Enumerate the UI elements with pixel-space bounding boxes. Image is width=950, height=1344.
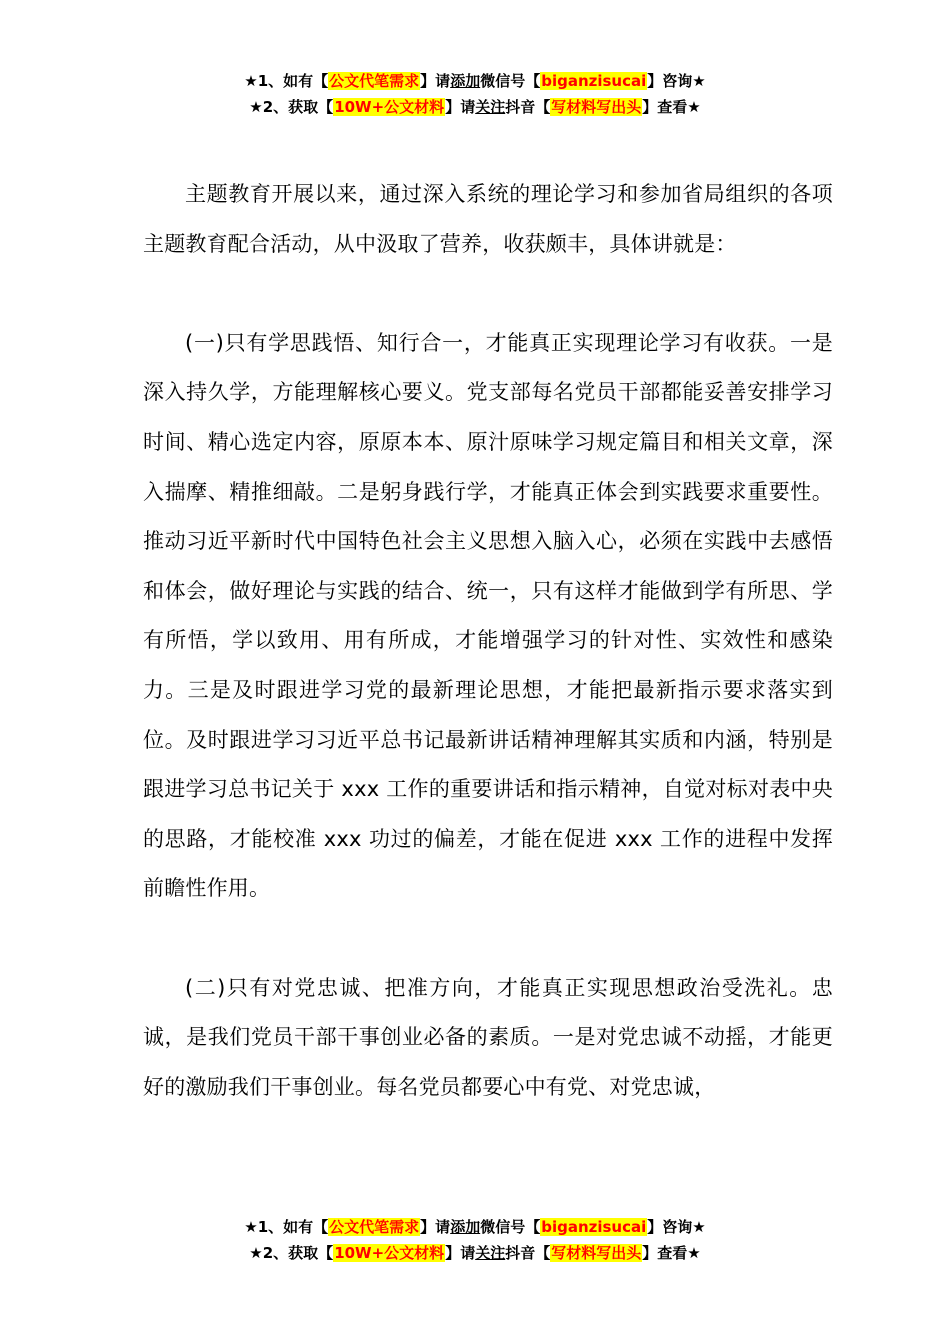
banner-text: 抖音【 bbox=[505, 1244, 551, 1262]
banner-text: 】请 bbox=[420, 1218, 451, 1236]
footer-banner bbox=[0, 1214, 950, 1266]
banner-text: 】请 bbox=[445, 1244, 476, 1262]
paragraph-gap bbox=[143, 269, 833, 319]
banner-text: 】查看★ bbox=[642, 1244, 701, 1262]
banner-line-1 bbox=[0, 68, 950, 94]
banner-highlight: 写材料写出头 bbox=[551, 1244, 642, 1262]
banner-text: 微信号【 bbox=[480, 72, 541, 90]
document-body bbox=[143, 170, 833, 1112]
banner-text: ★2、获取【 bbox=[249, 98, 334, 116]
banner-highlight: biganzisucai bbox=[541, 72, 647, 90]
banner-text: 】查看★ bbox=[642, 98, 701, 116]
banner-text: ★1、如有【 bbox=[244, 1218, 329, 1236]
banner-line-2 bbox=[0, 1240, 950, 1266]
banner-underlined-text: 关注 bbox=[475, 98, 506, 116]
paragraph-gap bbox=[143, 914, 833, 964]
header-banner bbox=[0, 68, 950, 120]
banner-text: 】请 bbox=[445, 98, 476, 116]
banner-underlined-text: 关注 bbox=[475, 1244, 506, 1262]
banner-highlight: 公文代笔需求 bbox=[329, 1218, 420, 1236]
banner-line-2 bbox=[0, 94, 950, 120]
banner-text: ★1、如有【 bbox=[244, 72, 329, 90]
banner-text: 微信号【 bbox=[480, 1218, 541, 1236]
banner-highlight: 10W+公文材料 bbox=[334, 1244, 445, 1262]
banner-underlined-text: 添加 bbox=[450, 72, 481, 90]
banner-underlined-text: 添加 bbox=[450, 1218, 481, 1236]
banner-highlight: biganzisucai bbox=[541, 1218, 647, 1236]
banner-text: 】请 bbox=[420, 72, 451, 90]
banner-text: 抖音【 bbox=[505, 98, 551, 116]
banner-highlight: 写材料写出头 bbox=[551, 98, 642, 116]
banner-text: 】咨询★ bbox=[647, 72, 706, 90]
section-1-paragraph: (一)只有学思践悟、知行合一，才能真正实现理论学习有收获。一是深入持久学，方能理解核心要义。党支部每名党员干部都能妥善安排学习时间、精心选定内容，原原本本、原汁原味学习规定篇目和相关文章，深入揣摩、精推细敲。二是躬身践行学，才能真正体会到实践要求重要性。推动习近平新时代中国特色社会主义思想入脑入心，必须在实践中去感悟和体会，做好理论与实践的结合、统一，只有这样才能做到学有所思、学有所悟，学以致用、用有所成，才能增强学习的针对性、实效性和感染力。三是及时跟进学习党的最新理论思想，才能把最新指示要求落实到位。及时跟进学习习近平总书记最新讲话精神理解其实质和内涵，特别是跟进学习总书记关于 xxx 工作的重要讲话和指示精神，自觉对标对表中央的思路，才能校准 xxx 功过的偏差，才能在促进 xxx 工作的进程中发挥前瞻性作用。 bbox=[143, 330, 833, 901]
banner-highlight: 公文代笔需求 bbox=[329, 72, 420, 90]
banner-line-1 bbox=[0, 1214, 950, 1240]
section-2-paragraph: (二)只有对党忠诚、把准方向，才能真正实现思想政治受洗礼。忠诚，是我们党员干部干事创业必备的素质。一是对党忠诚不动摇，才能更好的激励我们干事创业。每名党员都要心中有党、对党忠诚， bbox=[143, 975, 833, 1099]
intro-paragraph: 主题教育开展以来，通过深入系统的理论学习和参加省局组织的各项主题教育配合活动，从中汲取了营养，收获颇丰，具体讲就是： bbox=[143, 182, 833, 256]
banner-text: ★2、获取【 bbox=[249, 1244, 334, 1262]
banner-text: 】咨询★ bbox=[647, 1218, 706, 1236]
banner-highlight: 10W+公文材料 bbox=[334, 98, 445, 116]
